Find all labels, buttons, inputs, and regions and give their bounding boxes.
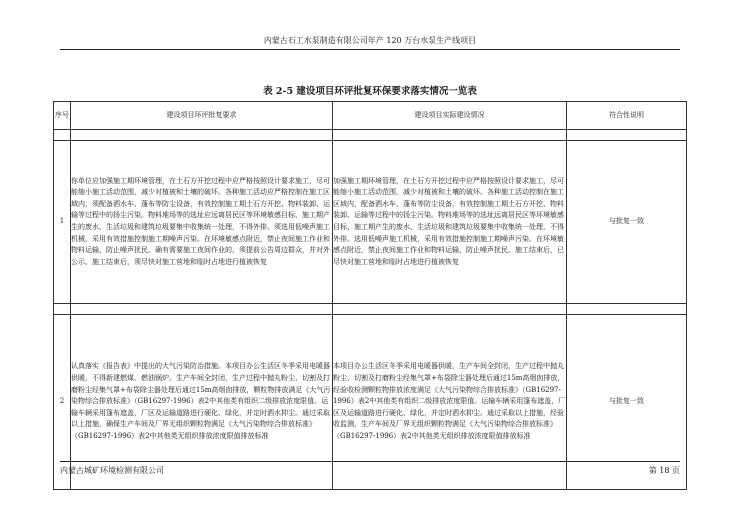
header-requirement: 建设项目环评批复要求 xyxy=(71,102,333,130)
table-header-row xyxy=(54,102,687,130)
footer-company: 内蒙古城矿环境检测有限公司 xyxy=(60,466,164,475)
row-compliance: 与批复一致 xyxy=(567,141,687,304)
spacer-row xyxy=(54,130,687,141)
row-compliance: 与批复一致 xyxy=(567,315,687,490)
header-actual: 建设项目实际建设情况 xyxy=(333,102,567,130)
compliance-table xyxy=(53,101,687,490)
page-header: 内蒙古石工水泵制造有限公司年产 120 万台水泵生产线项目 xyxy=(263,36,477,45)
footer-rule xyxy=(60,461,680,462)
page-number: 第 18 页 xyxy=(648,466,680,475)
row-actual: 本项目办公生活区冬季采用电暖器供暖，生产车间全封闭，生产过程中抛丸粉尘、切割及打磨粉尘经集气罩+布袋除尘器处理后通过15m高烟囱排放，经验收检测颗粒物排放浓度满足《大气污染物综合排放标准》（GB16297-1996）表2中其他类有组织二级排放浓度限值。运输车辆采用篷布遮盖，厂区及运输道路进行硬化、绿化，并定时洒水抑尘。通过采取以上措施，经验收监测，生产车间及厂界无组织颗粒物满足《大气污染物综合排放标准》（GB16297-1996）表2中其他类无组织排放浓度限值排放标准 xyxy=(333,315,567,490)
row-requirement: 认真落实《报告表》中提出的大气污染防治措施。本项目办公生活区冬季采用电暖器供暖，不得新建燃煤、燃油锅炉。生产车间全封闭，生产过程中抛丸粉尘、切割及打磨粉尘经集气罩+布袋除尘器处理后通过15m高烟囱排放，颗粒物排放满足《大气污染物综合排放标准》（GB16297-1996）表2中其他类有组织二级排放浓度限值。运输车辆采用篷布遮盖，厂区及运输道路进行硬化、绿化，并定时洒水抑尘。通过采取以上措施，确保生产车间及厂界无组织颗粒物满足《大气污染物综合排放标准》（GB16297-1996）表2中其他类无组织排放浓度限值排放标准 xyxy=(71,315,333,490)
row-requirement: 你单位应加强施工期环境管理，在土石方开挖过程中应严格按照设计要求施工，尽可能缩小施工活动范围，减少对植被和土壤的破坏。各种施工活动应严格控制在施工区域内，须配备洒水车、蓬布等防尘设备，有效控制施工期土石方开挖、物料装卸、运输等过程中的扬尘污染。物料堆场等的选址应远离居民区等环境敏感目标，施工期产生的废水、生活垃圾和建筑垃圾要集中收集统一处理，不得外排。须选用低噪声施工机械，采用有效措施控制施工期噪声污染。在环境敏感点附近，禁止夜间施工作业和物料运输，防止噪声扰民。确有需要施工夜间作业的，须提前公告周边群众，并对外公示。施工结束后，须尽快对施工营地和临时占地进行植被恢复 xyxy=(71,141,333,304)
table-row xyxy=(54,141,687,304)
row-seq: 1 xyxy=(54,141,71,304)
table-row xyxy=(54,315,687,490)
header-compliance: 符合性说明 xyxy=(567,102,687,130)
table-title: 表 2-5 建设项目环评批复环保要求落实情况一览表 xyxy=(263,86,477,97)
row-actual: 加强施工期环境管理，在土石方开挖过程中应严格按照设计要求施工，尽可能缩小施工活动范围，减少对植被和土壤的破坏。各种施工活动控制在施工区域内，配备洒水车、蓬布等防尘设备，有效控制施工期土石方开挖、物料装卸、运输等过程中的扬尘污染。物料堆场等的选址远离居民区等环境敏感目标，施工期产生的废水、生活垃圾和建筑垃圾要集中收集统一处理，不得外排。选用低噪声施工机械，采用有效措施控制施工期噪声污染。在环境敏感点附近，禁止夜间施工作业和物料运输，防止噪声扰民。施工结束后，已尽快对施工营地和临时占地进行植被恢复 xyxy=(333,141,567,304)
header-seq: 序号 xyxy=(54,102,71,130)
row-seq: 2 xyxy=(54,315,71,490)
header-rule xyxy=(60,49,680,50)
spacer-row xyxy=(54,304,687,315)
